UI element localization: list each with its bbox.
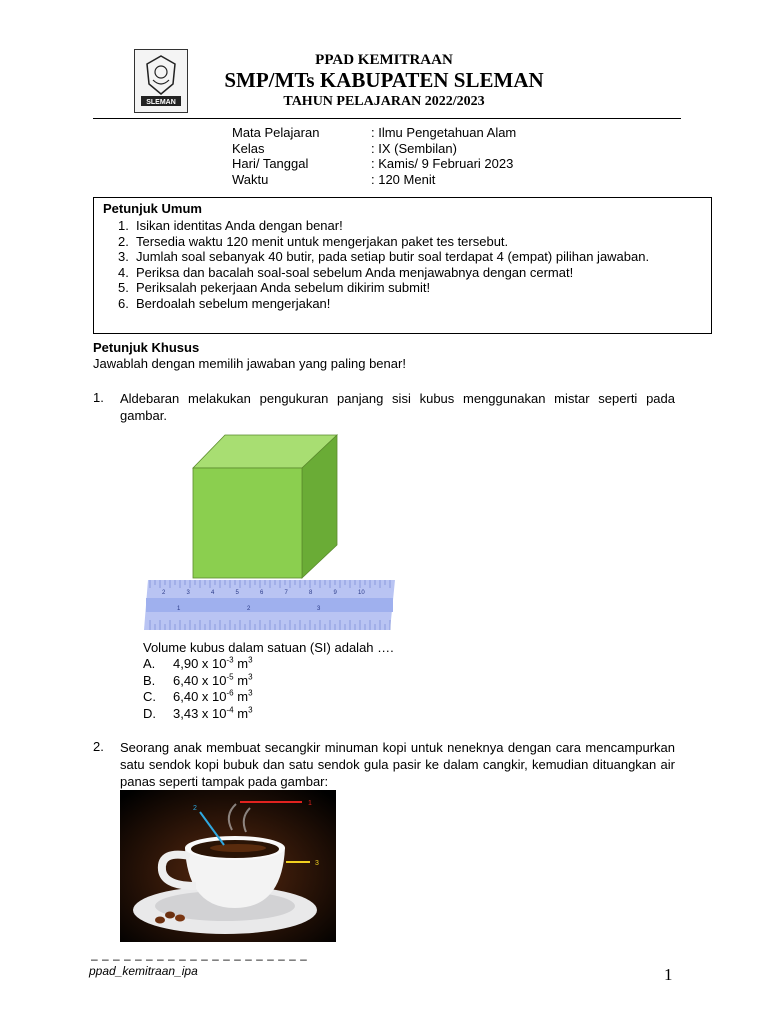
question-text: Seorang anak membuat secangkir minuman kopi untuk neneknya dengan cara mencampurkan satu sendok kopi bubuk dan satu sendok gula pasir ke dalam cangkir, kemudian dituangkan air panas seperti tampak pada gambar: (120, 740, 675, 789)
question-number: 2. (93, 739, 104, 754)
specific-instructions-title: Petunjuk Khusus (93, 340, 200, 355)
option-label[interactable]: B. (143, 673, 156, 688)
ruler-bottom-label: 1 (177, 606, 181, 612)
list-item: 6. Berdoalah sebelum mengerjakan! (118, 295, 331, 311)
ruler-top-label: 2 (162, 590, 166, 596)
cube-ruler-figure (140, 425, 395, 635)
info-value: : IX (Sembilan) (371, 141, 457, 156)
logo-text: SLEMAN (146, 99, 176, 106)
footer-divider: – – – – – – – – – – – – – – – – – – – – (91, 952, 308, 966)
cube-front-face (193, 468, 302, 578)
figure-label-1: 1 (308, 800, 312, 807)
header-school-name: SMP/MTs KABUPATEN SLEMAN (224, 68, 544, 92)
ruler-top-label: 4 (211, 590, 215, 596)
footer-file-name: ppad_kemitraan_ipa (89, 964, 198, 978)
ruler-bottom-label: 3 (317, 606, 321, 612)
ruler-bottom-label: 2 (247, 606, 251, 612)
page-number: 1 (664, 965, 673, 984)
specific-instructions-text: Jawablah dengan memilih jawaban yang paling benar! (93, 356, 406, 371)
list-item: 3. Jumlah soal sebanyak 40 butir, pada setiap butir soal terdapat 4 (empat) pilihan jawaban. (118, 249, 650, 264)
option-label[interactable]: C. (143, 689, 156, 704)
info-value: : 120 Menit (371, 172, 436, 187)
option-text[interactable]: 6,40 x $10^{-5}$ $m^3$ (173, 672, 253, 688)
question-number: 1. (93, 390, 104, 405)
header-school-year: TAHUN PELAJARAN 2022/2023 (283, 94, 485, 109)
ruler-top-label: 6 (260, 590, 264, 596)
ruler-top-label: 8 (309, 590, 313, 596)
info-label: Waktu (232, 172, 269, 187)
list-item: 2. Tersedia waktu 120 menit untuk mengerjakan paket tes tersebut. (118, 233, 509, 249)
list-item: 1. Isikan identitas Anda dengan benar! (118, 218, 343, 233)
ruler-top-label: 3 (186, 590, 190, 596)
list-item: 4. Periksa dan bacalah soal-soal sebelum Anda menjawabnya dengan cermat! (118, 264, 574, 280)
ruler-top-label: 5 (235, 590, 239, 596)
info-label: Kelas (232, 141, 265, 156)
option-text[interactable]: 4,90 x $10^{-3}$ $m^3$ (173, 655, 253, 671)
option-label[interactable]: A. (143, 656, 156, 671)
ruler-top-label: 10 (358, 590, 365, 596)
figure-label-2: 2 (193, 805, 197, 812)
header-divider (93, 118, 681, 119)
info-label: Hari/ Tanggal (232, 156, 309, 171)
option-label[interactable]: D. (143, 706, 156, 721)
question-text: Aldebaran melakukan pengukuran panjang sisi kubus menggunakan mistar seperti pada gambar. (120, 391, 675, 423)
list-item: 5. Periksalah pekerjaan Anda sebelum dikirim submit! (118, 280, 431, 295)
coffee-cup-figure (120, 790, 336, 942)
option-text[interactable]: 6,40 x $10^{-6}$ $m^3$ (173, 688, 253, 704)
general-instructions-title: Petunjuk Umum (103, 201, 202, 216)
question-prompt: Volume kubus dalam satuan (SI) adalah …. (143, 640, 394, 655)
ruler-top-label: 7 (284, 590, 288, 596)
general-instructions-list (118, 218, 698, 311)
option-text[interactable]: 3,43 x $10^{-4}$ $m^3$ (173, 705, 253, 721)
ruler (144, 580, 395, 630)
ruler-top-label: 9 (333, 590, 337, 596)
info-value: : Kamis/ 9 Februari 2023 (371, 156, 514, 171)
figure-label-3: 3 (315, 860, 319, 867)
info-label: Mata Pelajaran (232, 125, 320, 140)
header-line-1: PPAD KEMITRAAN (315, 52, 453, 68)
info-value: : Ilmu Pengetahuan Alam (371, 125, 517, 140)
